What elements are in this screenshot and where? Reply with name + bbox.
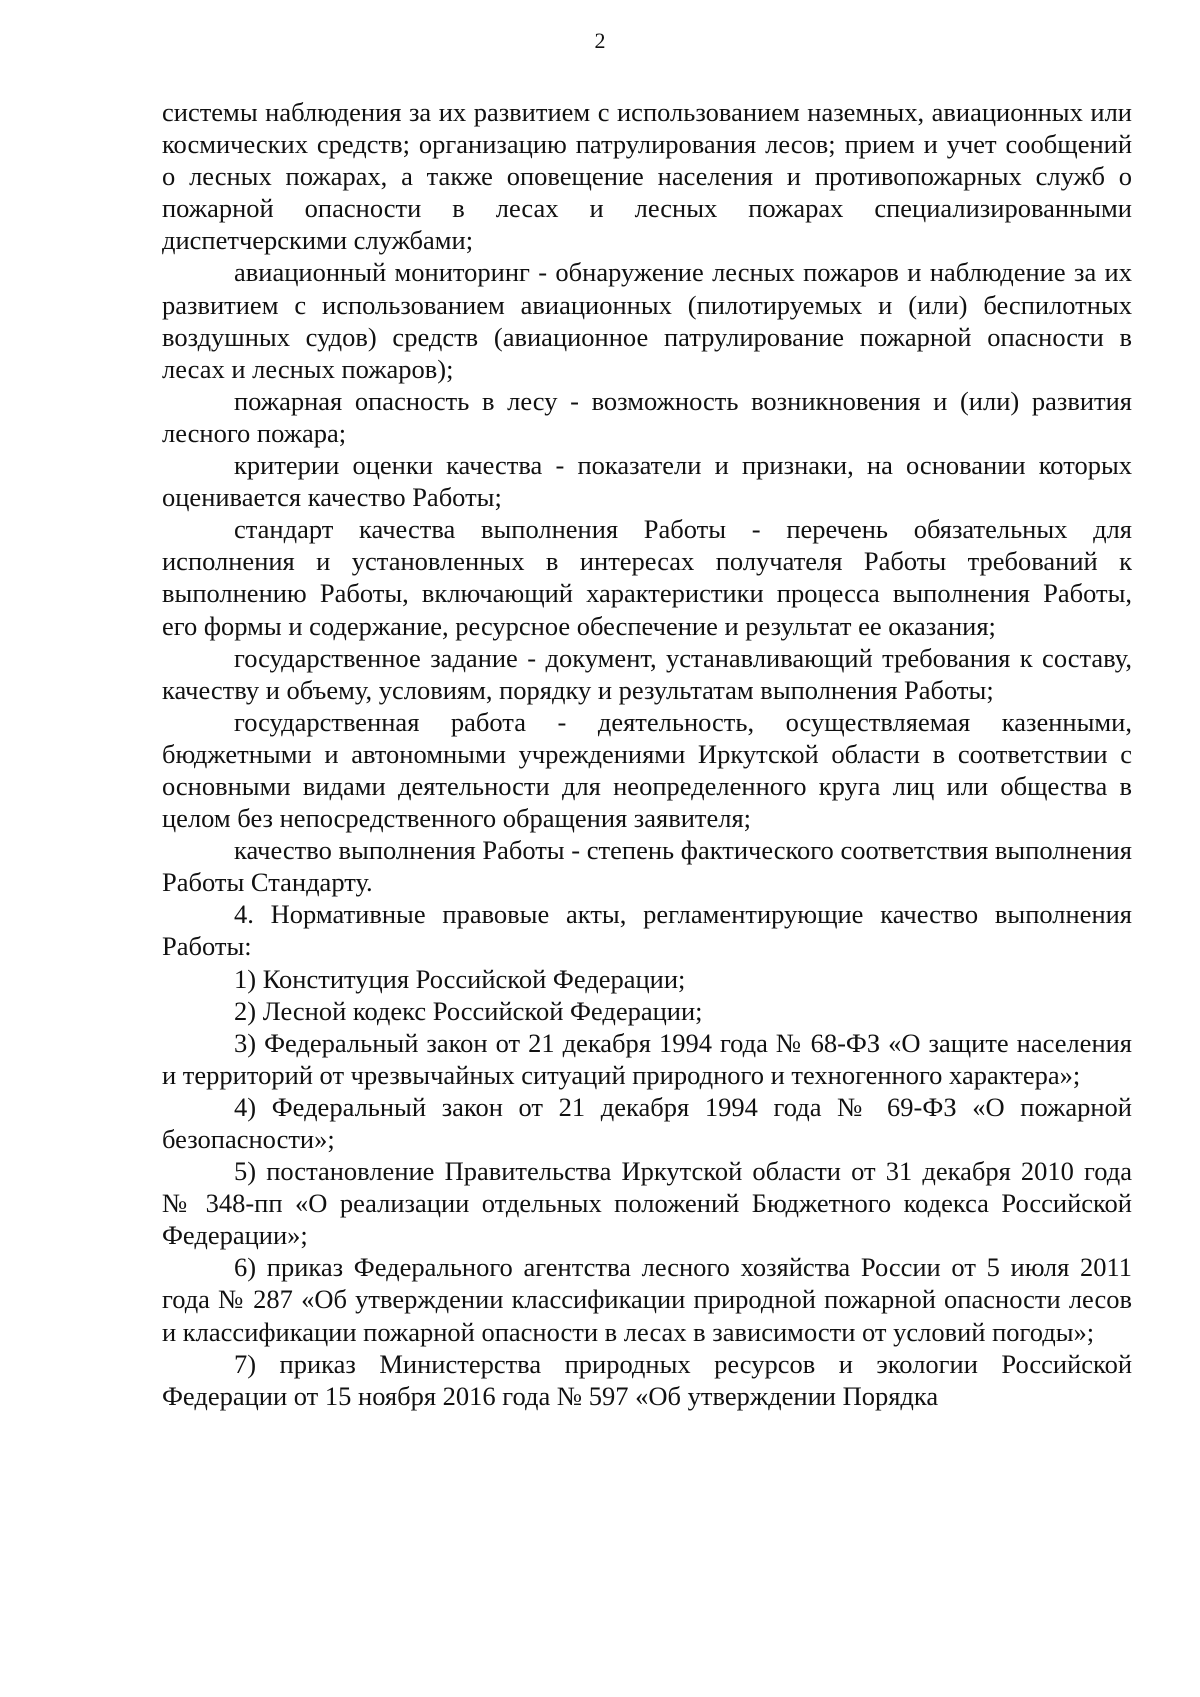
document-body [162,96,1132,1412]
paragraph: 4) Федеральный закон от 21 декабря 1994 года № 69-ФЗ «О пожарной безопасности»; [162,1091,1132,1154]
paragraph: 4. Нормативные правовые акты, регламентирующие качество выполнения Работы: [162,899,1132,962]
paragraph: государственная работа - деятельность, осуществляемая казенными, бюджетными и автономными учреждениями Иркутской области в соответствии с основными видами деятельности для неопределенного круга лиц или общества в целом без непосредственного обращения заявителя; [162,706,1132,834]
paragraph: 6) приказ Федерального агентства лесного хозяйства России от 5 июля 2011 года № 287 «Об утверждении классификации природной пожарной опасности лесов и классификации пожарной опасности в лесах в зависимости от условий погоды»; [162,1252,1132,1347]
paragraph: системы наблюдения за их развитием с использованием наземных, авиационных или космических средств; организацию патрулирования лесов; прием и учет сообщений о лесных пожарах, а также оповещение населения и противопожарных служб о пожарной опасности в лесах и лесных пожарах специализированными диспетчерскими службами; [162,97,1132,256]
paragraph: критерии оценки качества - показатели и признаки, на основании которых оценивается качество Работы; [162,450,1132,513]
paragraph: 3) Федеральный закон от 21 декабря 1994 года № 68-ФЗ «О защите населения и территорий от чрезвычайных ситуаций природного и техногенного характера»; [162,1027,1132,1090]
paragraph: авиационный мониторинг - обнаружение лесных пожаров и наблюдение за их развитием с использованием авиационных (пилотируемых и (или) беспилотных воздушных судов) средств (авиационное патрулирование пожарной опасности в лесах и лесных пожаров); [162,257,1132,384]
paragraph: 2) Лесной кодекс Российской Федерации; [234,995,703,1026]
page-number: 2 [594,28,606,53]
paragraph: государственное задание - документ, устанавливающий требования к составу, качеству и объему, условиям, порядку и результатам выполнения Работы; [162,642,1132,705]
paragraph: 5) постановление Правительства Иркутской области от 31 декабря 2010 года № 348-пп «О реализации отдельных положений Бюджетного кодекса Российской Федерации»; [162,1156,1132,1251]
paragraph: пожарная опасность в лесу - возможность возникновения и (или) развития лесного пожара; [162,385,1132,448]
paragraph: качество выполнения Работы - степень фактического соответствия выполнения Работы Стандарту. [162,835,1132,898]
paragraph: 1) Конституция Российской Федерации; [234,963,686,994]
paragraph: стандарт качества выполнения Работы - перечень обязательных для исполнения и установленных в интересах получателя Работы требований к выполнению Работы, включающий характеристики процесса выполнения Работы, его формы и содержание, ресурсное обеспечение и результат ее оказания; [162,514,1132,641]
paragraph: 7) приказ Министерства природных ресурсов и экологии Российской Федерации от 15 ноября 2016 года № 597 «Об утверждении Порядка [162,1348,1132,1411]
